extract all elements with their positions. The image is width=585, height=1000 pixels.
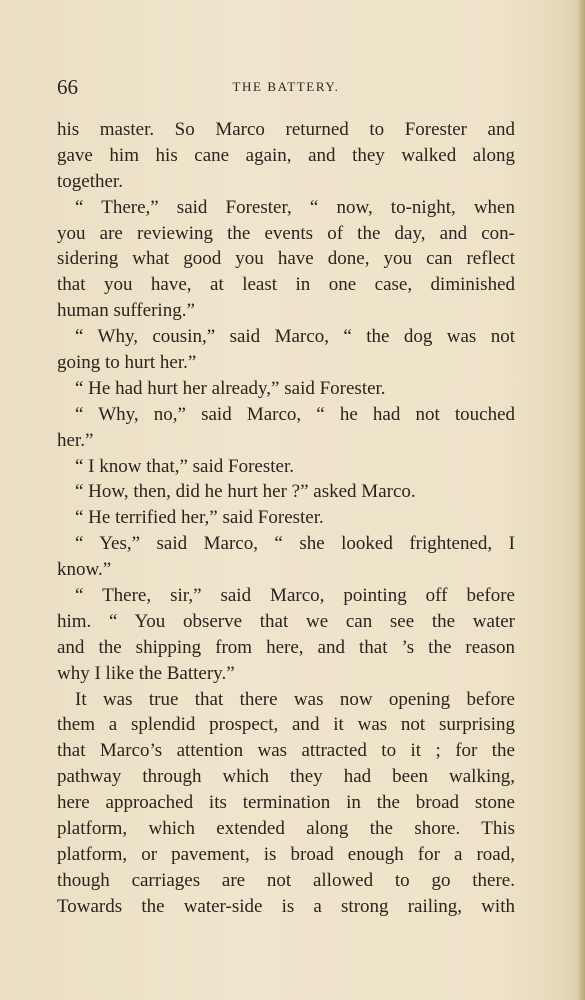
text-line: Towards the water-side is a strong railing, with	[57, 895, 515, 917]
text-line: “ He terrified her,” said Forester.	[75, 507, 324, 529]
text-line: “ There, sir,” said Marco, pointing off before	[75, 585, 515, 607]
text-line: her.”	[57, 429, 94, 451]
text-line: “ How, then, did he hurt her ?” asked Marco.	[75, 481, 416, 503]
text-line: human suffering.”	[57, 300, 195, 322]
text-line: “ Why, cousin,” said Marco, “ the dog was not	[75, 326, 515, 348]
text-line: “ I know that,” said Forester.	[75, 455, 294, 477]
text-line: that you have, at least in one case, diminished	[57, 274, 515, 296]
text-line: that Marco’s attention was attracted to it ; for the	[57, 740, 515, 762]
text-line: gave him his cane again, and they walked along	[57, 144, 515, 166]
text-line: and the shipping from here, and that ’s the reason	[57, 636, 515, 658]
text-line: here approached its termination in the broad stone	[57, 792, 515, 814]
text-line: his master. So Marco returned to Forester and	[57, 119, 515, 140]
body-text	[57, 117, 515, 920]
text-line: pathway through which they had been walking,	[57, 766, 515, 788]
text-line: “ Yes,” said Marco, “ she looked frightened, I	[75, 533, 515, 555]
text-line: “ Why, no,” said Marco, “ he had not touched	[75, 403, 515, 425]
text-line: sidering what good you have done, you can reflect	[57, 248, 515, 270]
text-line: him. “ You observe that we can see the water	[57, 610, 515, 632]
page-edge	[576, 0, 585, 1000]
page-number: 66	[57, 75, 78, 99]
text-line: “ He had hurt her already,” said Forester.	[75, 377, 386, 399]
text-line: It was true that there was now opening before	[75, 688, 515, 710]
text-line: why I like the Battery.”	[57, 662, 235, 684]
text-line: though carriages are not allowed to go there.	[57, 869, 515, 891]
page-header	[57, 75, 515, 99]
text-line: platform, which extended along the shore. This	[57, 818, 515, 840]
text-line: going to hurt her.”	[57, 352, 197, 374]
text-line: you are reviewing the events of the day, and con-	[57, 222, 515, 244]
text-line: them a splendid prospect, and it was not surprising	[57, 714, 515, 736]
text-line: know.”	[57, 559, 112, 581]
running-head: THE BATTERY.	[232, 79, 340, 94]
text-line: together.	[57, 170, 123, 192]
text-line: “ There,” said Forester, “ now, to-night, when	[75, 196, 515, 218]
text-line: platform, or pavement, is broad enough for a road,	[57, 843, 515, 865]
